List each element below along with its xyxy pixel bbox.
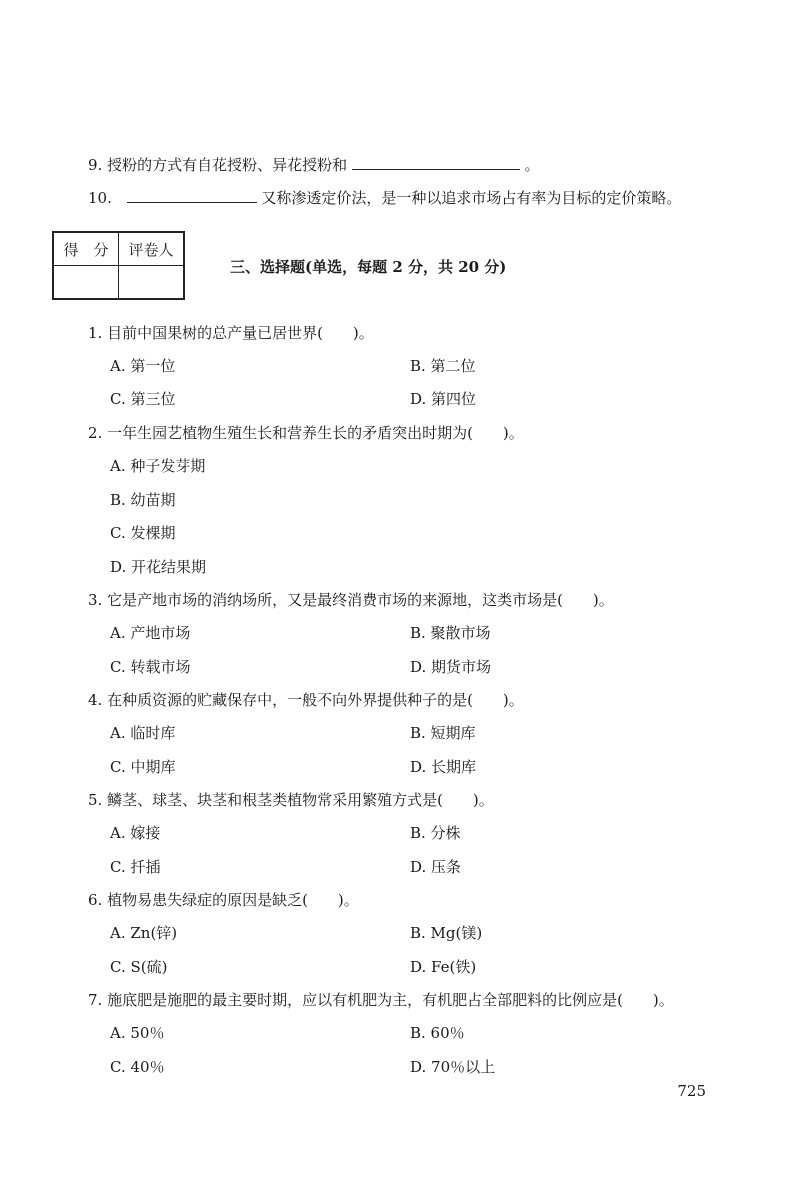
question-stem: 3. 它是产地市场的消纳场所，又是最终消费市场的来源地，这类市场是( )。: [88, 591, 614, 609]
option-c[interactable]: C. 扦插: [110, 858, 161, 876]
option-a[interactable]: A. Zn(锌): [110, 924, 178, 942]
option-b[interactable]: B. 幼苗期: [110, 491, 176, 509]
option-b[interactable]: B. 分株: [410, 824, 461, 842]
option-c[interactable]: C. 中期库: [110, 758, 176, 776]
score-header: 得 分: [53, 232, 119, 266]
fill-in-question-9: [88, 155, 540, 175]
section-title: 三、选择题(单选，每题 2 分，共 20 分): [230, 258, 507, 276]
option-d[interactable]: D. 压条: [410, 858, 462, 876]
option-b[interactable]: B. 第二位: [410, 357, 476, 375]
option-a[interactable]: A. 第一位: [110, 357, 176, 375]
option-a[interactable]: A. 临时库: [110, 724, 176, 742]
option-c[interactable]: C. 转载市场: [110, 658, 191, 676]
option-d[interactable]: D. Fe(铁): [410, 958, 477, 976]
option-b[interactable]: B. Mg(镁): [410, 924, 483, 942]
fill-in-question-10: [88, 188, 681, 208]
option-c[interactable]: C. 第三位: [110, 390, 176, 408]
option-a[interactable]: A. 种子发芽期: [110, 457, 206, 475]
option-d[interactable]: D. 期货市场: [410, 658, 492, 676]
option-c[interactable]: C. S(硫): [110, 958, 168, 976]
score-table: [52, 231, 185, 300]
option-d[interactable]: D. 长期库: [410, 758, 477, 776]
option-a[interactable]: A. 产地市场: [110, 624, 191, 642]
option-c[interactable]: C. 40％: [110, 1058, 165, 1076]
question-number: 9.: [88, 156, 103, 174]
score-cell[interactable]: [53, 266, 119, 300]
option-a[interactable]: A. 50％: [110, 1024, 165, 1042]
answer-blank[interactable]: [352, 155, 520, 170]
grader-cell[interactable]: [119, 266, 185, 300]
option-d[interactable]: D. 开花结果期: [110, 558, 207, 576]
question-text: 授粉的方式有自花授粉、异花授粉和: [107, 156, 348, 174]
question-stem: 5. 鳞茎、球茎、块茎和根茎类植物常采用繁殖方式是( )。: [88, 791, 494, 809]
option-d[interactable]: D. 70％以上: [410, 1058, 496, 1076]
question-stem: 1. 目前中国果树的总产量已居世界( )。: [88, 324, 374, 342]
question-stem: 2. 一年生园艺植物生殖生长和营养生长的矛盾突出时期为( )。: [88, 424, 524, 442]
question-text-end: 。: [524, 156, 540, 174]
option-c[interactable]: C. 发棵期: [110, 524, 176, 542]
question-number: 10.: [88, 189, 112, 207]
grader-header: 评卷人: [119, 232, 185, 266]
question-stem: 4. 在种质资源的贮藏保存中，一般不向外界提供种子的是( )。: [88, 691, 524, 709]
option-b[interactable]: B. 短期库: [410, 724, 476, 742]
page-number: 725: [677, 1082, 706, 1100]
answer-blank[interactable]: [127, 188, 257, 203]
question-stem: 7. 施底肥是施肥的最主要时期，应以有机肥为主，有机肥占全部肥料的比例应是( )。: [88, 991, 674, 1009]
question-stem: 6. 植物易患失绿症的原因是缺乏( )。: [88, 891, 359, 909]
option-d[interactable]: D. 第四位: [410, 390, 477, 408]
option-a[interactable]: A. 嫁接: [110, 824, 161, 842]
option-b[interactable]: B. 60％: [410, 1024, 465, 1042]
option-b[interactable]: B. 聚散市场: [410, 624, 491, 642]
question-text: 又称渗透定价法，是一种以追求市场占有率为目标的定价策略。: [261, 189, 682, 207]
